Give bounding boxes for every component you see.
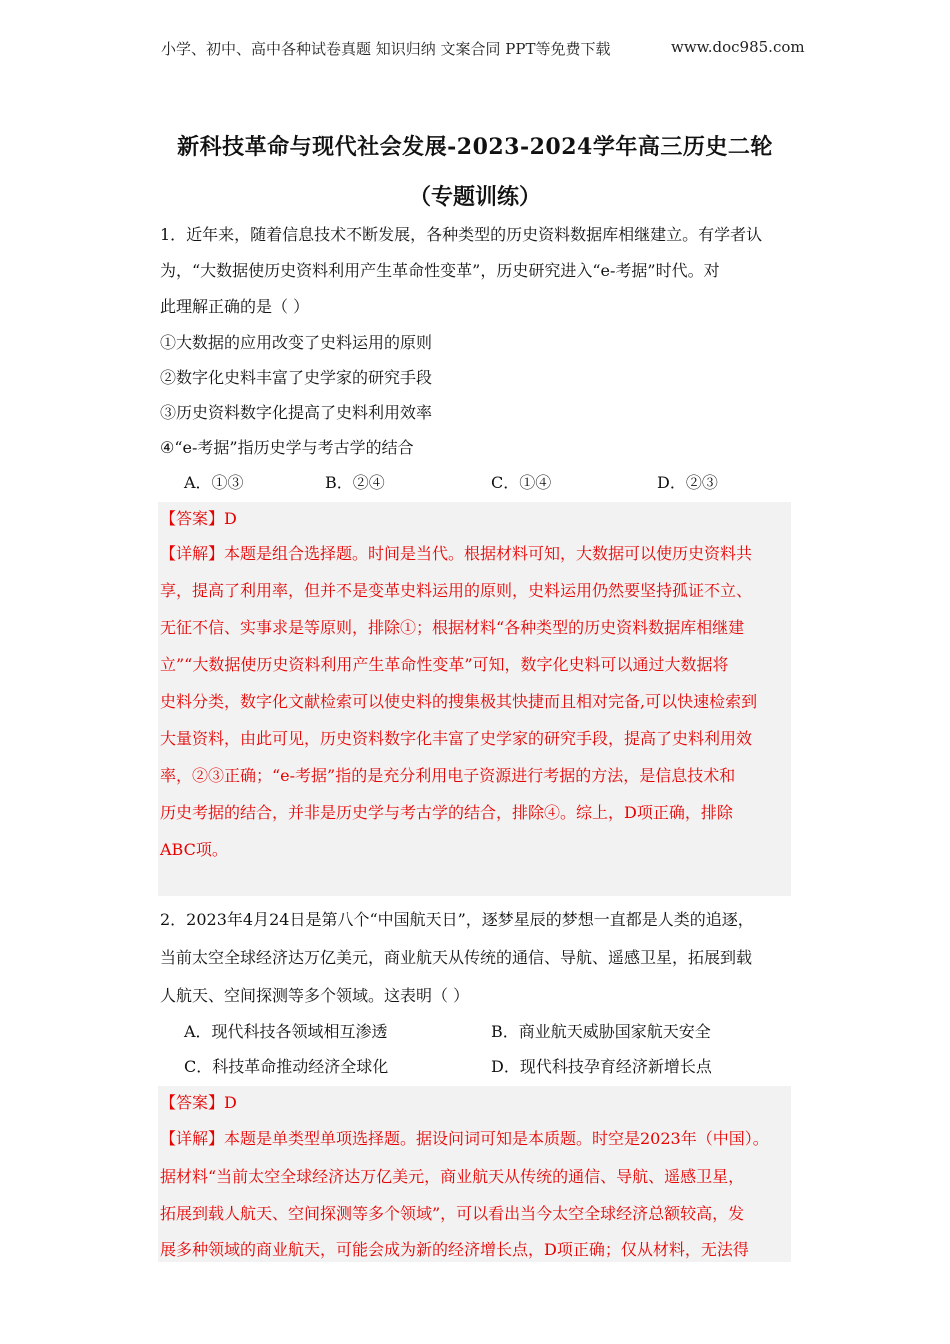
q1-detail-line: ABC项。 <box>160 840 228 859</box>
page-header <box>161 38 805 59</box>
q1-item: ④“e-考据”指历史学与考古学的结合 <box>160 438 414 457</box>
q2-stem-line: 人航天、空间探测等多个领域。这表明（ ） <box>160 986 470 1005</box>
q1-item: ③历史资料数字化提高了史料利用效率 <box>160 403 433 422</box>
q2-detail-line: 【详解】本题是单类型单项选择题。据设问词可知是本质题。时空是2023年（中国）。 <box>160 1129 769 1148</box>
q2-detail-line: 展多种领域的商业航天，可能会成为新的经济增长点，D项正确；仅从材料，无法得 <box>160 1240 749 1259</box>
doc-subtitle: （专题训练） <box>408 184 541 210</box>
q1-detail-line: 【详解】本题是组合选择题。时间是当代。根据材料可知，大数据可以使历史资料共 <box>160 544 753 563</box>
q1-detail-line: 无征不信、实事求是等原则，排除①；根据材料“各种类型的历史资料数据库相继建 <box>160 618 745 637</box>
q2-detail-line: 拓展到载人航天、空间探测等多个领域”，可以看出当今太空全球经济总额较高，发 <box>160 1204 745 1223</box>
q2-option-d: D．现代科技孕育经济新增长点 <box>491 1057 712 1076</box>
q2-answer-box <box>158 1086 791 1262</box>
q1-detail-line: 史料分类，数字化文献检索可以使史料的搜集极其快捷而且相对完备,可以快速检索到 <box>160 692 758 711</box>
q1-answer-box <box>158 502 791 896</box>
q1-detail-line: 享，提高了利用率，但并不是变革史料运用的原则，史料运用仍然要坚持孤证不立、 <box>160 581 753 600</box>
q1-option-d: D．②③ <box>657 473 718 492</box>
q1-item: ①大数据的应用改变了史料运用的原则 <box>160 333 433 352</box>
q2-option-b: B．商业航天威胁国家航天安全 <box>491 1022 711 1041</box>
q1-detail-line: 大量资料，由此可见，历史资料数字化丰富了史学家的研究手段，提高了史料利用效 <box>160 729 753 748</box>
q1-detail-line: 立”“大数据使历史资料利用产生革命性变革”可知，数字化史料可以通过大数据将 <box>160 655 729 674</box>
q1-stem-line: 此理解正确的是（ ） <box>160 297 310 316</box>
q1-stem-line: 1．近年来，随着信息技术不断发展，各种类型的历史资料数据库相继建立。有学者认 <box>160 225 763 244</box>
q1-option-a: A．①③ <box>184 473 244 492</box>
doc-title: 新科技革命与现代社会发展-2023-2024学年高三历史二轮 <box>177 134 773 160</box>
q1-option-c: C．①④ <box>491 473 552 492</box>
q1-detail-line: 历史考据的结合，并非是历史学与考古学的结合，排除④。综上，D项正确，排除 <box>160 803 733 822</box>
q2-option-c: C．科技革命推动经济全球化 <box>184 1057 389 1076</box>
q1-option-b: B．②④ <box>325 473 385 492</box>
q1-stem-line: 为，“大数据使历史资料利用产生革命性变革”，历史研究进入“e-考据”时代。对 <box>160 261 720 280</box>
q2-stem-line: 当前太空全球经济达万亿美元，商业航天从传统的通信、导航、遥感卫星，拓展到载 <box>160 948 753 967</box>
q2-answer: 【答案】D <box>160 1093 237 1112</box>
q1-item: ②数字化史料丰富了史学家的研究手段 <box>160 368 433 387</box>
header-url[interactable]: www.doc985.com <box>671 38 805 56</box>
q2-detail-line: 据材料“当前太空全球经济达万亿美元，商业航天从传统的通信、导航、遥感卫星， <box>160 1167 745 1186</box>
q2-option-a: A．现代科技各领域相互渗透 <box>184 1022 388 1041</box>
q2-stem-line: 2．2023年4月24日是第八个“中国航天日”，逐梦星辰的梦想一直都是人类的追逐， <box>160 910 754 929</box>
q1-answer: 【答案】D <box>160 509 237 528</box>
header-text: 小学、初中、高中各种试卷真题 知识归纳 文案合同 PPT等免费下载 <box>161 40 611 58</box>
q1-detail-line: 率，②③正确；“e-考据”指的是充分利用电子资源进行考据的方法，是信息技术和 <box>160 766 736 785</box>
